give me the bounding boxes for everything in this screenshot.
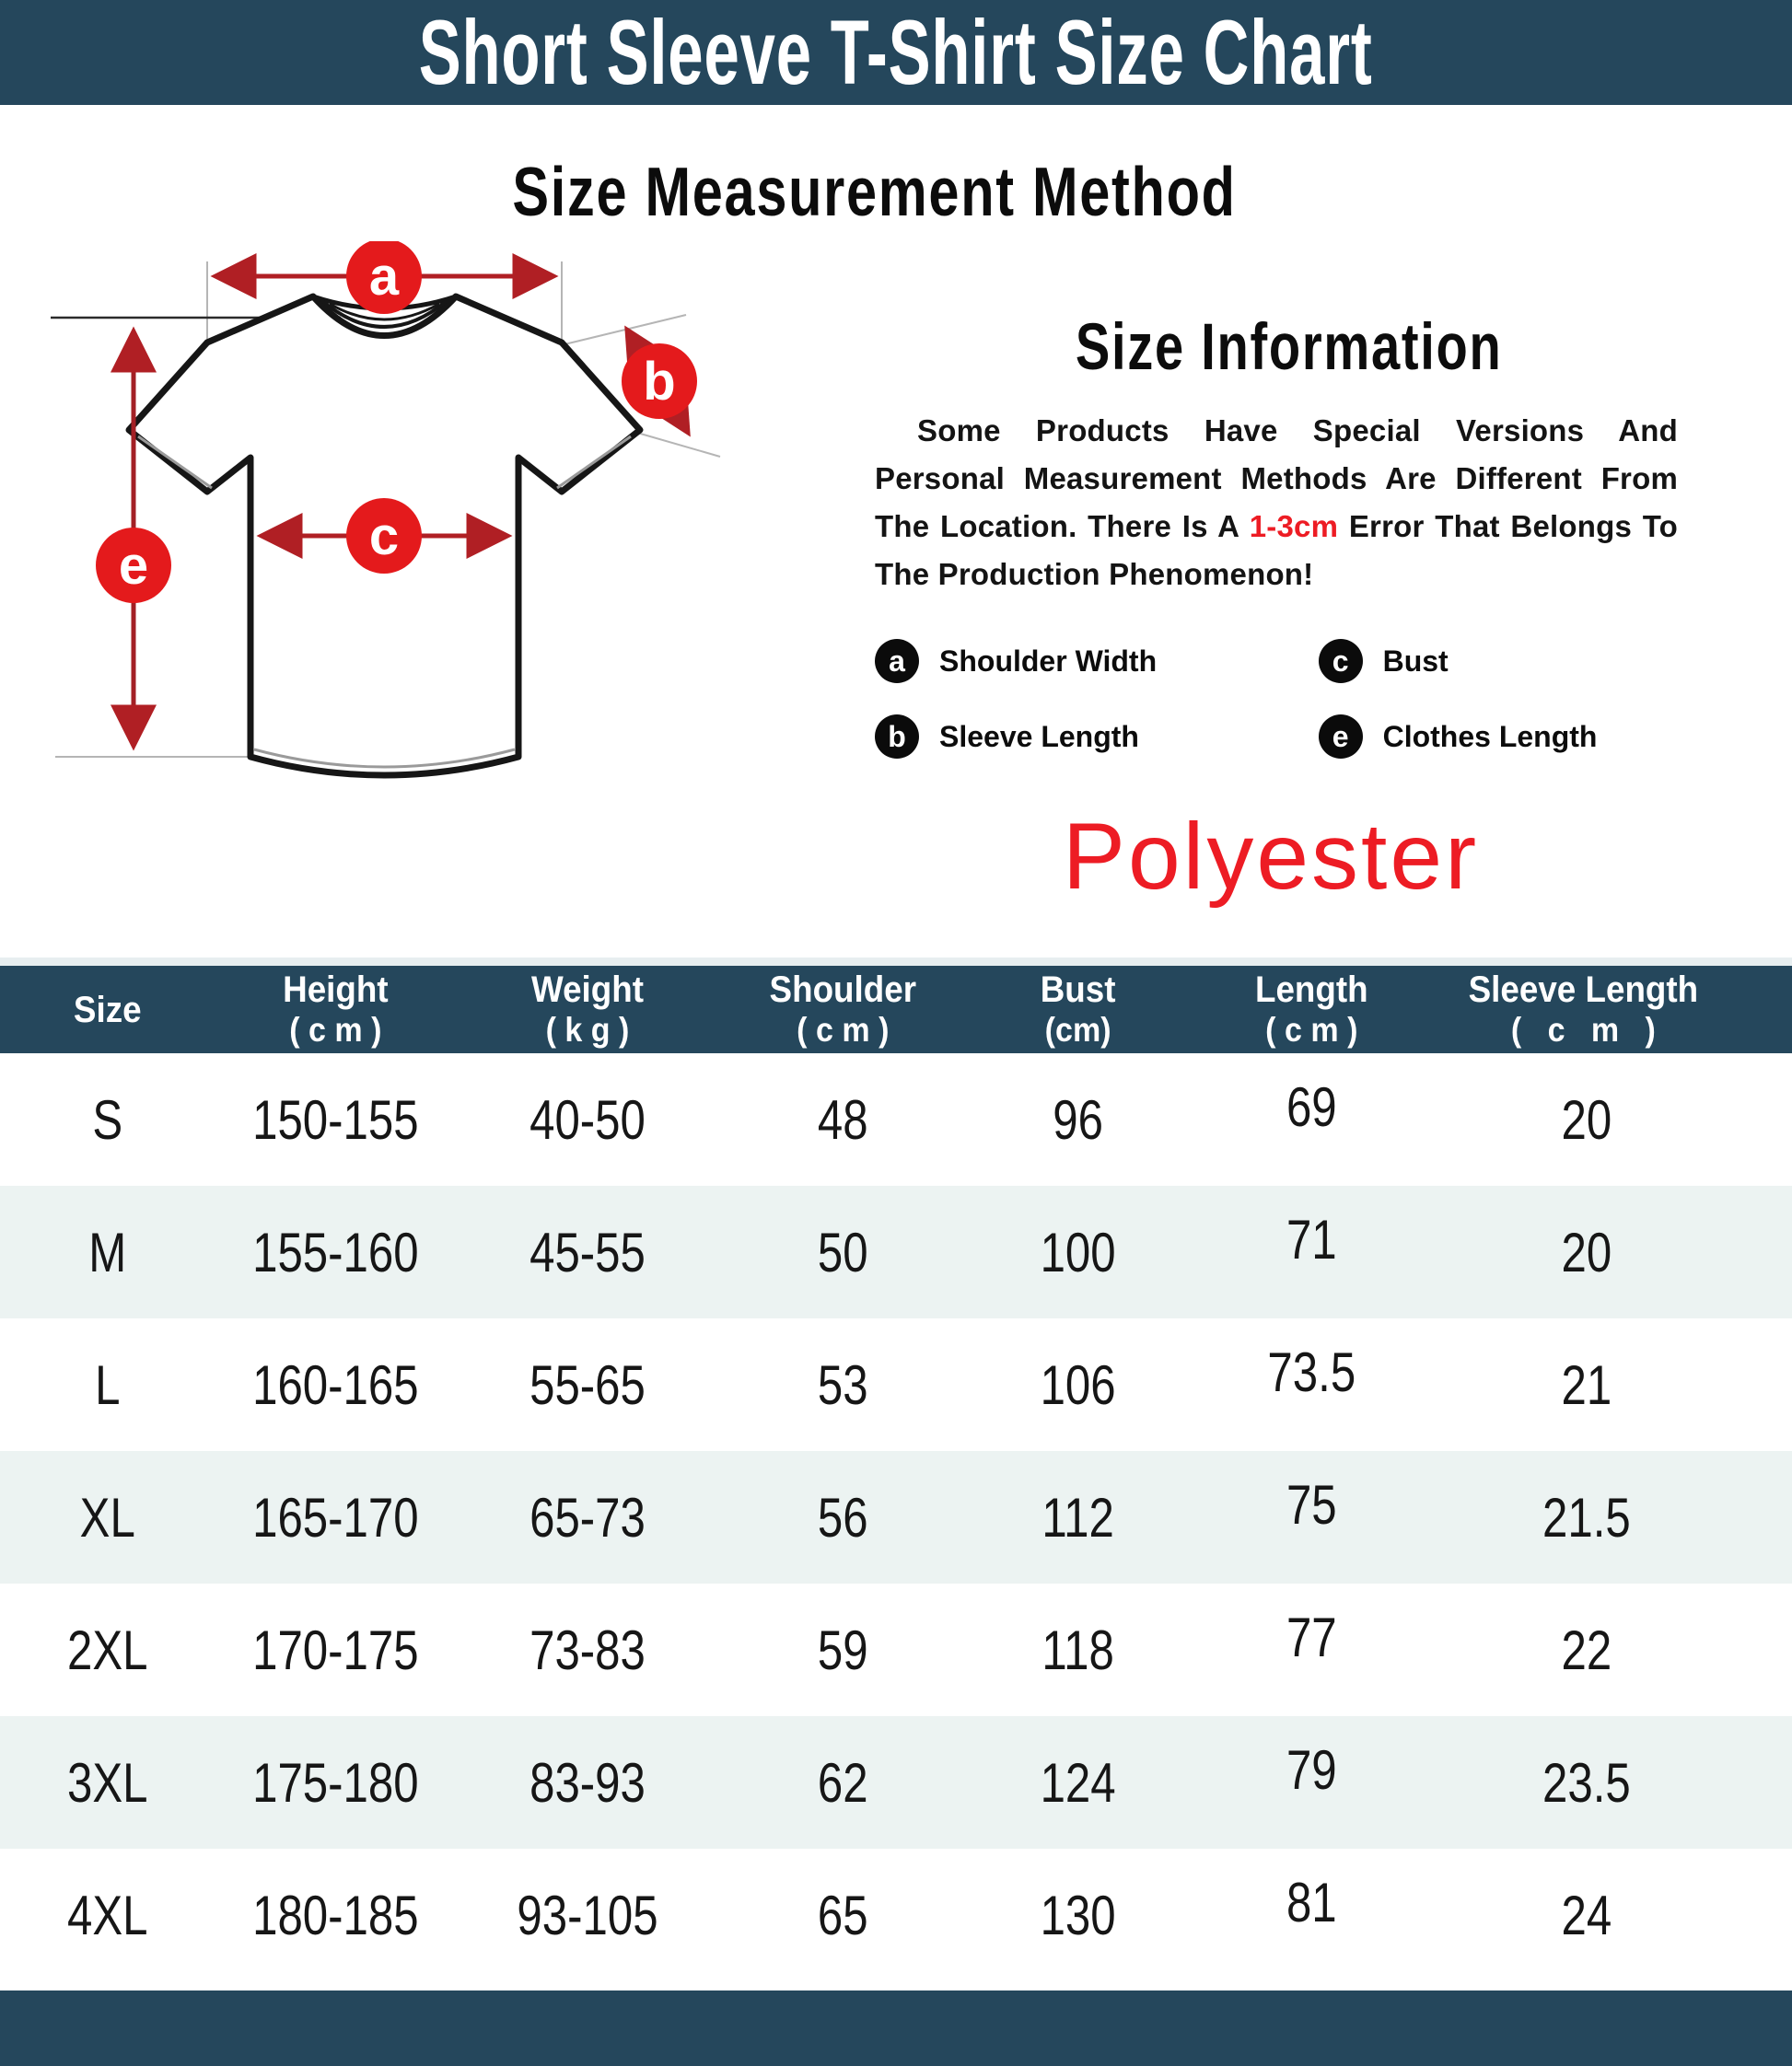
legend-badge-e: e [1319, 714, 1363, 759]
cell-weight: 55-65 [529, 1353, 646, 1416]
cell-length: 81 [1286, 1871, 1337, 1933]
cell-sleeve: 21.5 [1542, 1486, 1631, 1549]
cell-size: 3XL [66, 1751, 148, 1814]
cell-shoulder: 62 [818, 1751, 868, 1814]
legend-item [1319, 714, 1667, 759]
cell-size: XL [79, 1486, 135, 1549]
cell-sleeve: 20 [1561, 1088, 1612, 1151]
column-header-size: Size [73, 989, 142, 1030]
measure-e-label: e [118, 536, 149, 596]
legend-label: Bust [1382, 644, 1449, 678]
cell-size: S [92, 1088, 123, 1151]
column-header-sleeve-length: Sleeve Length ( c m ) [1468, 969, 1698, 1050]
legend-badge-a: a [875, 639, 919, 683]
cell-weight: 93-105 [517, 1884, 658, 1946]
size-information-title: Size Information [1076, 309, 1503, 383]
top-banner [0, 0, 1792, 105]
legend-item [1319, 639, 1667, 683]
table-row [0, 1716, 1792, 1849]
legend-item [875, 639, 1319, 683]
cell-sleeve: 24 [1561, 1884, 1612, 1946]
cell-shoulder: 56 [818, 1486, 868, 1549]
cell-shoulder: 50 [818, 1221, 868, 1283]
measure-a-label: a [368, 247, 400, 307]
cell-size: M [88, 1221, 127, 1283]
size-table [0, 958, 1792, 1981]
cell-shoulder: 65 [818, 1884, 868, 1946]
cell-height: 175-180 [251, 1751, 419, 1814]
cell-bust: 130 [1040, 1884, 1116, 1946]
cell-shoulder: 59 [818, 1619, 868, 1681]
table-row [0, 1053, 1792, 1186]
cell-weight: 45-55 [529, 1221, 646, 1283]
legend-label: Sleeve Length [939, 719, 1139, 753]
tolerance-highlight: 1-3cm [1249, 509, 1339, 543]
cell-weight: 73-83 [529, 1619, 646, 1681]
cell-height: 150-155 [251, 1088, 419, 1151]
table-row [0, 1584, 1792, 1716]
measure-b-label: b [643, 352, 676, 412]
size-information-panel [875, 311, 1704, 911]
cell-length: 79 [1286, 1738, 1337, 1801]
cell-shoulder: 48 [818, 1088, 868, 1151]
cell-height: 165-170 [251, 1486, 419, 1549]
cell-weight: 40-50 [529, 1088, 646, 1151]
guide-line-sleeve-top [564, 315, 686, 344]
cell-bust: 118 [1041, 1619, 1114, 1681]
legend-item [875, 714, 1319, 759]
legend-badge-b: b [875, 714, 919, 759]
legend-label: Clothes Length [1382, 719, 1598, 753]
cell-sleeve: 20 [1561, 1221, 1612, 1283]
column-header-height: Height ( c m ) [282, 969, 389, 1050]
table-row [0, 1849, 1792, 1981]
cell-weight: 65-73 [529, 1486, 646, 1549]
cell-sleeve: 21 [1561, 1353, 1612, 1416]
guide-line-sleeve-bottom [637, 433, 720, 457]
legend-badge-c: c [1319, 639, 1363, 683]
page-title: Short Sleeve T-Shirt Size Chart [419, 0, 1373, 103]
column-header-shoulder: Shoulder ( c m ) [769, 969, 917, 1050]
cell-height: 160-165 [251, 1353, 419, 1416]
cell-bust: 112 [1041, 1486, 1114, 1549]
column-header-weight: Weight ( k g ) [531, 969, 645, 1050]
cell-length: 77 [1286, 1606, 1337, 1668]
material-label: Polyester [1062, 804, 1480, 909]
column-header-bust: Bust (cm) [1040, 969, 1116, 1050]
table-header-row [0, 958, 1792, 1053]
bottom-bar [0, 1991, 1792, 2066]
cell-height: 180-185 [251, 1884, 419, 1946]
cell-sleeve: 22 [1561, 1619, 1612, 1681]
cell-size: 2XL [66, 1619, 148, 1681]
cell-size: L [95, 1353, 121, 1416]
cell-length: 75 [1286, 1473, 1337, 1536]
cell-bust: 124 [1040, 1751, 1116, 1814]
measurement-legend [875, 639, 1667, 759]
size-information-text: Some Products Have Special Versions And Personal Measurement Methods Are Different From The Location. There Is A 1-3cm Error That Belongs To The Production Phenomenon! [875, 413, 1678, 591]
cell-weight: 83-93 [529, 1751, 646, 1814]
cell-length: 73.5 [1267, 1341, 1356, 1403]
cell-length: 71 [1286, 1208, 1337, 1271]
measure-c-label: c [368, 506, 400, 566]
tshirt-measurement-diagram [37, 241, 723, 835]
table-row [0, 1318, 1792, 1451]
table-row [0, 1186, 1792, 1318]
cell-size: 4XL [66, 1884, 148, 1946]
column-header-length: Length ( c m ) [1255, 969, 1368, 1050]
cell-bust: 106 [1040, 1353, 1116, 1416]
legend-label: Shoulder Width [939, 644, 1158, 678]
cell-bust: 100 [1040, 1221, 1116, 1283]
measurement-method-title: Size Measurement Method [512, 152, 1238, 231]
cell-height: 155-160 [251, 1221, 419, 1283]
table-row [0, 1451, 1792, 1584]
cell-shoulder: 53 [818, 1353, 868, 1416]
cell-sleeve: 23.5 [1542, 1751, 1631, 1814]
cell-length: 69 [1286, 1075, 1337, 1138]
cell-bust: 96 [1053, 1088, 1103, 1151]
cell-height: 170-175 [251, 1619, 419, 1681]
